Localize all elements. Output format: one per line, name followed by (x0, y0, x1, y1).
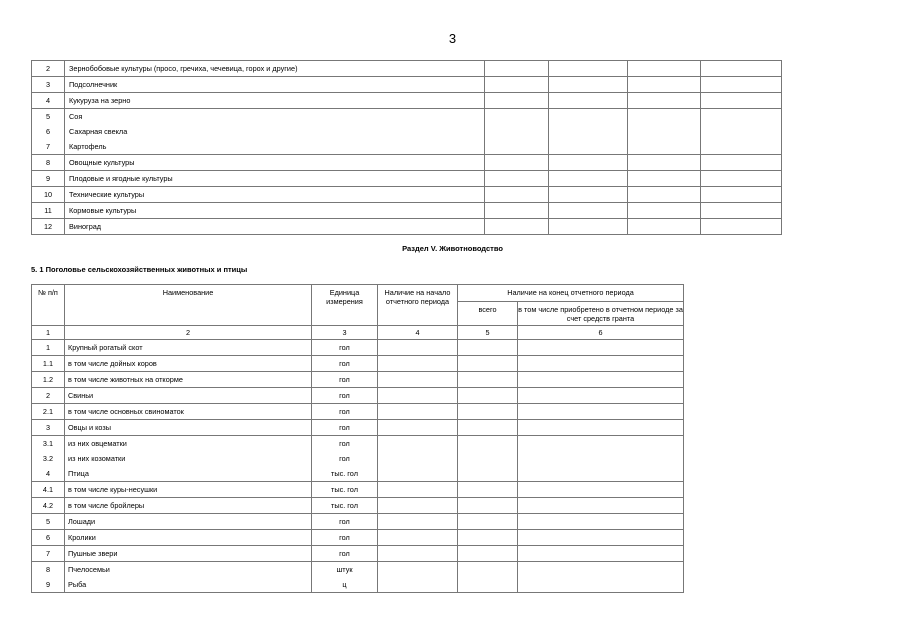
crop-value-cell (701, 77, 782, 93)
livestock-name: Свиньи (65, 388, 312, 404)
livestock-num: 1.2 (32, 372, 65, 388)
livestock-start-cell (378, 466, 458, 482)
livestock-total-cell (458, 530, 518, 546)
livestock-name: из них овцематки (65, 436, 312, 452)
page-number: 3 (448, 31, 457, 46)
livestock-row (32, 498, 684, 514)
crop-value-cell (701, 61, 782, 77)
livestock-num: 2 (32, 388, 65, 404)
crop-name: Картофель (65, 139, 485, 155)
crop-row (32, 77, 782, 93)
livestock-name: в том числе бройлеры (65, 498, 312, 514)
crop-row (32, 124, 782, 139)
livestock-name: Пушные звери (65, 546, 312, 562)
crop-value-cell (701, 155, 782, 171)
livestock-unit: тыс. гол (312, 466, 378, 482)
livestock-grant-cell (518, 498, 684, 514)
crop-value-cell (628, 203, 701, 219)
livestock-num: 3.1 (32, 436, 65, 452)
crop-value-cell (628, 187, 701, 203)
crop-value-cell (485, 219, 549, 235)
crop-value-cell (485, 187, 549, 203)
livestock-num: 1.1 (32, 356, 65, 372)
livestock-row (32, 562, 684, 578)
livestock-total-cell (458, 404, 518, 420)
crop-row (32, 61, 782, 77)
livestock-grant-cell (518, 340, 684, 356)
livestock-name: в том числе животных на откорме (65, 372, 312, 388)
crop-value-cell (549, 77, 628, 93)
crop-name: Технические культуры (65, 187, 485, 203)
livestock-unit: гол (312, 451, 378, 466)
crop-value-cell (549, 124, 628, 139)
crop-value-cell (628, 124, 701, 139)
livestock-unit: гол (312, 340, 378, 356)
header-name: Наименование (65, 285, 312, 326)
livestock-grant-cell (518, 466, 684, 482)
crop-num: 12 (32, 219, 65, 235)
livestock-start-cell (378, 388, 458, 404)
livestock-start-cell (378, 530, 458, 546)
crop-name: Овощные культуры (65, 155, 485, 171)
column-index: 3 (312, 326, 378, 340)
crop-value-cell (628, 109, 701, 125)
livestock-row (32, 530, 684, 546)
crop-name: Сахарная свекла (65, 124, 485, 139)
livestock-total-cell (458, 546, 518, 562)
livestock-grant-cell (518, 577, 684, 593)
crop-value-cell (549, 219, 628, 235)
livestock-total-cell (458, 356, 518, 372)
livestock-grant-cell (518, 356, 684, 372)
crop-value-cell (701, 139, 782, 155)
livestock-row (32, 546, 684, 562)
livestock-num: 2.1 (32, 404, 65, 420)
header-unit: Единица измерения (312, 285, 378, 326)
crop-name: Зернобобовые культуры (просо, гречиха, чечевица, горох и другие) (65, 61, 485, 77)
crops-table-body (32, 61, 782, 235)
crop-value-cell (628, 171, 701, 187)
crop-name: Подсолнечник (65, 77, 485, 93)
livestock-table (31, 284, 684, 593)
livestock-row (32, 388, 684, 404)
livestock-name: в том числе куры-несушки (65, 482, 312, 498)
crop-num: 8 (32, 155, 65, 171)
livestock-row (32, 356, 684, 372)
livestock-name: Птица (65, 466, 312, 482)
crop-row (32, 203, 782, 219)
livestock-grant-cell (518, 404, 684, 420)
livestock-name: в том числе дойных коров (65, 356, 312, 372)
header-total: всего (458, 302, 518, 326)
crop-name: Кормовые культуры (65, 203, 485, 219)
crop-value-cell (701, 124, 782, 139)
livestock-row (32, 372, 684, 388)
livestock-row (32, 577, 684, 593)
crop-value-cell (628, 93, 701, 109)
livestock-start-cell (378, 404, 458, 420)
livestock-row (32, 451, 684, 466)
livestock-name: Кролики (65, 530, 312, 546)
livestock-total-cell (458, 340, 518, 356)
livestock-unit: тыс. гол (312, 498, 378, 514)
livestock-grant-cell (518, 451, 684, 466)
livestock-num: 4.1 (32, 482, 65, 498)
livestock-start-cell (378, 498, 458, 514)
crop-value-cell (701, 171, 782, 187)
crop-row (32, 93, 782, 109)
livestock-name: Пчелосемьи (65, 562, 312, 578)
livestock-num: 3 (32, 420, 65, 436)
crop-value-cell (485, 139, 549, 155)
livestock-name: Рыба (65, 577, 312, 593)
livestock-unit: гол (312, 436, 378, 452)
livestock-unit: гол (312, 420, 378, 436)
livestock-unit: гол (312, 530, 378, 546)
livestock-unit: гол (312, 514, 378, 530)
livestock-start-cell (378, 340, 458, 356)
crop-value-cell (701, 93, 782, 109)
livestock-num: 9 (32, 577, 65, 593)
crop-value-cell (549, 187, 628, 203)
livestock-total-cell (458, 466, 518, 482)
livestock-unit: гол (312, 372, 378, 388)
livestock-grant-cell (518, 420, 684, 436)
livestock-row (32, 404, 684, 420)
livestock-start-cell (378, 577, 458, 593)
crop-value-cell (485, 155, 549, 171)
crop-value-cell (701, 203, 782, 219)
header-end: Наличие на конец отчетного периода (458, 285, 684, 302)
crop-num: 7 (32, 139, 65, 155)
crop-row (32, 219, 782, 235)
column-index-row (32, 326, 684, 340)
crop-row (32, 187, 782, 203)
crop-value-cell (628, 139, 701, 155)
livestock-num: 6 (32, 530, 65, 546)
crop-value-cell (549, 139, 628, 155)
crop-num: 9 (32, 171, 65, 187)
crop-value-cell (701, 187, 782, 203)
crop-row (32, 155, 782, 171)
livestock-total-cell (458, 372, 518, 388)
livestock-name: из них козоматки (65, 451, 312, 466)
livestock-row (32, 482, 684, 498)
crop-value-cell (485, 61, 549, 77)
livestock-total-cell (458, 562, 518, 578)
livestock-row (32, 514, 684, 530)
livestock-num: 3.2 (32, 451, 65, 466)
livestock-row (32, 466, 684, 482)
crop-row (32, 171, 782, 187)
crop-value-cell (628, 77, 701, 93)
crop-value-cell (549, 155, 628, 171)
crop-value-cell (549, 171, 628, 187)
livestock-num: 4 (32, 466, 65, 482)
livestock-grant-cell (518, 372, 684, 388)
livestock-total-cell (458, 577, 518, 593)
livestock-start-cell (378, 562, 458, 578)
column-index: 1 (32, 326, 65, 340)
column-index: 4 (378, 326, 458, 340)
livestock-total-cell (458, 498, 518, 514)
livestock-grant-cell (518, 530, 684, 546)
crop-value-cell (628, 61, 701, 77)
crop-num: 3 (32, 77, 65, 93)
crop-row (32, 139, 782, 155)
header-num: № п/п (32, 285, 65, 326)
column-index: 5 (458, 326, 518, 340)
livestock-num: 1 (32, 340, 65, 356)
crop-value-cell (485, 171, 549, 187)
crop-value-cell (549, 61, 628, 77)
livestock-unit: штук (312, 562, 378, 578)
livestock-grant-cell (518, 436, 684, 452)
livestock-start-cell (378, 356, 458, 372)
crop-value-cell (485, 93, 549, 109)
livestock-total-cell (458, 388, 518, 404)
livestock-unit: гол (312, 356, 378, 372)
crop-num: 4 (32, 93, 65, 109)
livestock-total-cell (458, 482, 518, 498)
livestock-start-cell (378, 436, 458, 452)
column-index: 6 (518, 326, 684, 340)
crop-num: 6 (32, 124, 65, 139)
header-grant: в том числе приобретено в отчетном периоде за счет средств гранта (518, 302, 684, 326)
crop-num: 5 (32, 109, 65, 125)
livestock-grant-cell (518, 482, 684, 498)
livestock-name: Лошади (65, 514, 312, 530)
livestock-total-cell (458, 420, 518, 436)
livestock-row (32, 436, 684, 452)
livestock-total-cell (458, 514, 518, 530)
livestock-unit: тыс. гол (312, 482, 378, 498)
crop-value-cell (485, 77, 549, 93)
crops-table (31, 60, 782, 235)
livestock-name: Крупный рогатый скот (65, 340, 312, 356)
livestock-start-cell (378, 482, 458, 498)
crop-value-cell (628, 155, 701, 171)
livestock-unit: гол (312, 404, 378, 420)
section-title: Раздел V. Животноводство (402, 244, 503, 253)
crop-num: 10 (32, 187, 65, 203)
crop-value-cell (549, 93, 628, 109)
livestock-row (32, 420, 684, 436)
crop-name: Соя (65, 109, 485, 125)
crop-num: 11 (32, 203, 65, 219)
livestock-grant-cell (518, 562, 684, 578)
column-index: 2 (65, 326, 312, 340)
crop-name: Виноград (65, 219, 485, 235)
livestock-start-cell (378, 372, 458, 388)
livestock-num: 5 (32, 514, 65, 530)
crop-name: Плодовые и ягодные культуры (65, 171, 485, 187)
livestock-start-cell (378, 546, 458, 562)
crop-value-cell (549, 109, 628, 125)
livestock-total-cell (458, 436, 518, 452)
crop-value-cell (628, 219, 701, 235)
livestock-num: 8 (32, 562, 65, 578)
livestock-start-cell (378, 420, 458, 436)
crop-value-cell (485, 109, 549, 125)
livestock-num: 7 (32, 546, 65, 562)
crop-num: 2 (32, 61, 65, 77)
crop-value-cell (701, 219, 782, 235)
crop-value-cell (549, 203, 628, 219)
livestock-total-cell (458, 451, 518, 466)
livestock-grant-cell (518, 388, 684, 404)
livestock-grant-cell (518, 514, 684, 530)
livestock-name: в том числе основных свиноматок (65, 404, 312, 420)
livestock-start-cell (378, 514, 458, 530)
livestock-name: Овцы и козы (65, 420, 312, 436)
crop-value-cell (701, 109, 782, 125)
crop-row (32, 109, 782, 125)
crop-value-cell (485, 203, 549, 219)
livestock-row (32, 340, 684, 356)
livestock-table-body (32, 326, 684, 593)
livestock-unit: гол (312, 388, 378, 404)
livestock-num: 4.2 (32, 498, 65, 514)
crop-value-cell (485, 124, 549, 139)
crop-name: Кукуруза на зерно (65, 93, 485, 109)
livestock-grant-cell (518, 546, 684, 562)
livestock-unit: ц (312, 577, 378, 593)
livestock-unit: гол (312, 546, 378, 562)
header-start: Наличие на начало отчетного периода (378, 285, 458, 326)
livestock-start-cell (378, 451, 458, 466)
subsection-title: 5. 1 Поголовье сельскохозяйственных животных и птицы (31, 265, 248, 274)
